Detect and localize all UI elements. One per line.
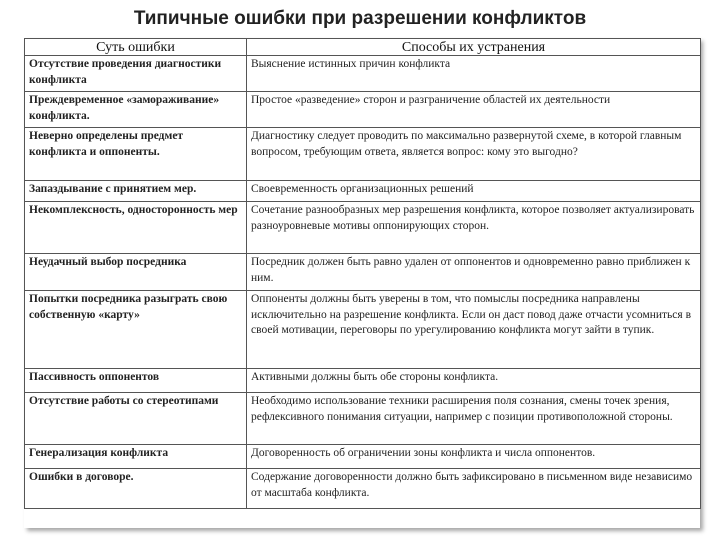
- errors-table: [24, 38, 701, 509]
- fix-cell: Простое «разведение» сторон и разграничение областей их деятельности: [247, 92, 701, 128]
- table-row: [25, 291, 701, 369]
- fix-cell: Содержание договоренности должно быть зафиксировано в письменном виде независимо от масштаба конфликта.: [247, 469, 701, 509]
- table-row: [25, 56, 701, 92]
- fix-cell: Диагностику следует проводить по максимально развернутой схеме, в которой главным вопросом, требующим ответа, является вопрос: кому это выгодно?: [247, 128, 701, 181]
- table-row: [25, 393, 701, 445]
- error-cell: Пассивность оппонентов: [25, 369, 247, 393]
- error-cell: Преждевременное «замораживание» конфликта.: [25, 92, 247, 128]
- fix-cell: Оппоненты должны быть уверены в том, что помыслы посредника направлены исключительно на разрешение конфликта. Если он даст повод даже отчасти усомниться в своей мотивации, переговоры по урегулированию конфликта могут зайти в тупик.: [247, 291, 701, 369]
- table-row: [25, 445, 701, 469]
- fix-cell: Сочетание разнообразных мер разрешения конфликта, которое позволяет актуализировать разноуровневые мотивы оппонирующих сторон.: [247, 202, 701, 254]
- error-cell: Запаздывание с принятием мер.: [25, 181, 247, 202]
- fix-cell: Посредник должен быть равно удален от оппонентов и одновременно равно приближен к ним.: [247, 254, 701, 291]
- table-row: [25, 92, 701, 128]
- table-header-row: [25, 39, 701, 56]
- header-error: Суть ошибки: [25, 39, 247, 56]
- error-cell: Ошибки в договоре.: [25, 469, 247, 509]
- error-cell: Отсутствие работы со стереотипами: [25, 393, 247, 445]
- fix-cell: Своевременность организационных решений: [247, 181, 701, 202]
- header-fix: Способы их устранения: [247, 39, 701, 56]
- fix-cell: Выяснение истинных причин конфликта: [247, 56, 701, 92]
- table-row: [25, 369, 701, 393]
- fix-cell: Активными должны быть обе стороны конфликта.: [247, 369, 701, 393]
- table-row: [25, 128, 701, 181]
- error-cell: Отсутствие проведения диагностики конфликта: [25, 56, 247, 92]
- fix-cell: Необходимо использование техники расширения поля сознания, смены точек зрения, рефлексивного понимания ситуации, например с позиции противоположной стороны.: [247, 393, 701, 445]
- error-cell: Некомплексность, односторонность мер: [25, 202, 247, 254]
- fix-cell: Договоренность об ограничении зоны конфликта и числа оппонентов.: [247, 445, 701, 469]
- error-cell: Неверно определены предмет конфликта и оппоненты.: [25, 128, 247, 181]
- table-row: [25, 181, 701, 202]
- page-title: Типичные ошибки при разрешении конфликтов: [133, 8, 587, 29]
- table-row: [25, 254, 701, 291]
- error-cell: Генерализация конфликта: [25, 445, 247, 469]
- error-cell: Попытки посредника разыграть свою собственную «карту»: [25, 291, 247, 369]
- error-cell: Неудачный выбор посредника: [25, 254, 247, 291]
- table-row: [25, 469, 701, 509]
- table-row: [25, 202, 701, 254]
